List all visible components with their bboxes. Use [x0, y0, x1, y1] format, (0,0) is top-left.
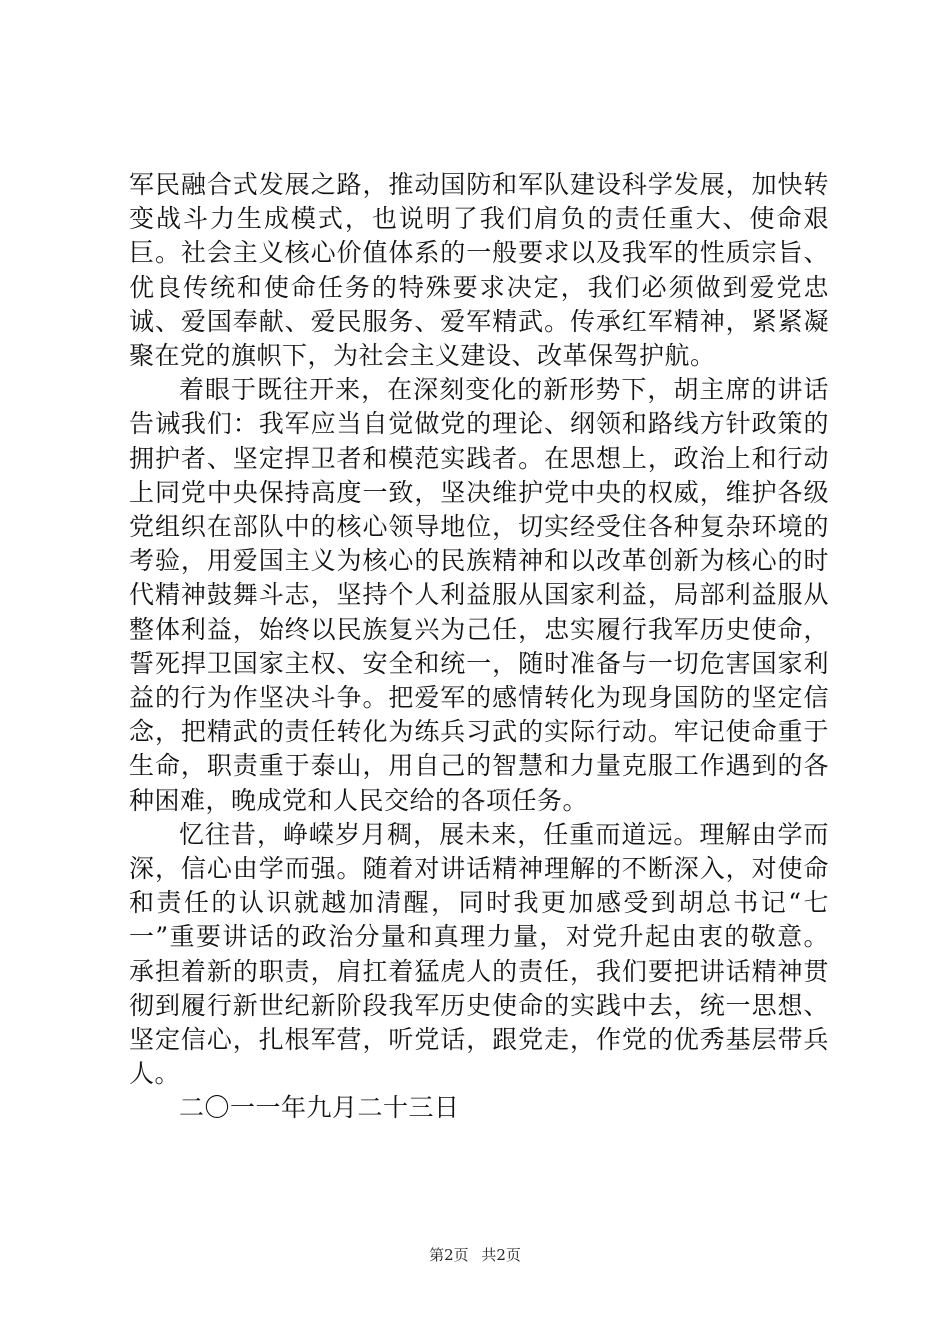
paragraph: 忆往昔，峥嵘岁月稠，展未来，任重而道远。理解由学而深，信心由学而强。随着对讲话精神理解的不断深入，对使命和责任的认识就越加清醒，同时我更加感受到胡总书记“七一”重要讲话的政治分量和真理力量，对党升起由衷的敬意。承担着新的职责，肩扛着猛虎人的责任，我们要把讲话精神贯彻到履行新世纪新阶段我军历史使命的实践中去，统一思想、坚定信心，扎根军营，听党话，跟党走，作党的优秀基层带兵人。: [129, 819, 829, 1089]
page-number: 第2页: [429, 1246, 469, 1264]
paragraph: 着眼于既往开来，在深刻变化的新形势下，胡主席的讲话告诫我们：我军应当自觉做党的理论、纲领和路线方针政策的拥护者、坚定捍卫者和模范实践者。在思想上，政治上和行动上同党中央保持高度一致，坚决维护党中央的权威，维护各级党组织在部队中的核心领导地位，切实经受住各种复杂环境的考验，用爱国主义为核心的民族精神和以改革创新为核心的时代精神鼓舞斗志，坚持个人利益服从国家利益，局部利益服从整体利益，始终以民族复兴为己任，忠实履行我军历史使命，誓死捍卫国家主权、安全和统一，随时准备与一切危害国家利益的行为作坚决斗争。把爱军的感情转化为现身国防的坚定信念，把精武的责任转化为练兵习武的实际行动。牢记使命重于生命，职责重于泰山，用自己的智慧和力量克服工作遇到的各种困难，晚成党和人民交给的各项任务。: [129, 375, 829, 815]
paragraph-continuation: 军民融合式发展之路，推动国防和军队建设科学发展，加快转变战斗力生成模式，也说明了我们肩负的责任重大、使命艰巨。社会主义核心价值体系的一般要求以及我军的性质宗旨、优良传统和使命任务的特殊要求决定，我们必须做到爱党忠诚、爱国奉献、爱民服务、爱军精武。传承红军精神，紧紧凝聚在党的旗帜下，为社会主义建设、改革保驾护航。: [129, 170, 829, 371]
document-body: [129, 168, 829, 1126]
page-total: 共2页: [481, 1246, 521, 1264]
page-footer: [0, 1244, 950, 1265]
document-date: 二〇一一年九月二十三日: [179, 1093, 460, 1123]
